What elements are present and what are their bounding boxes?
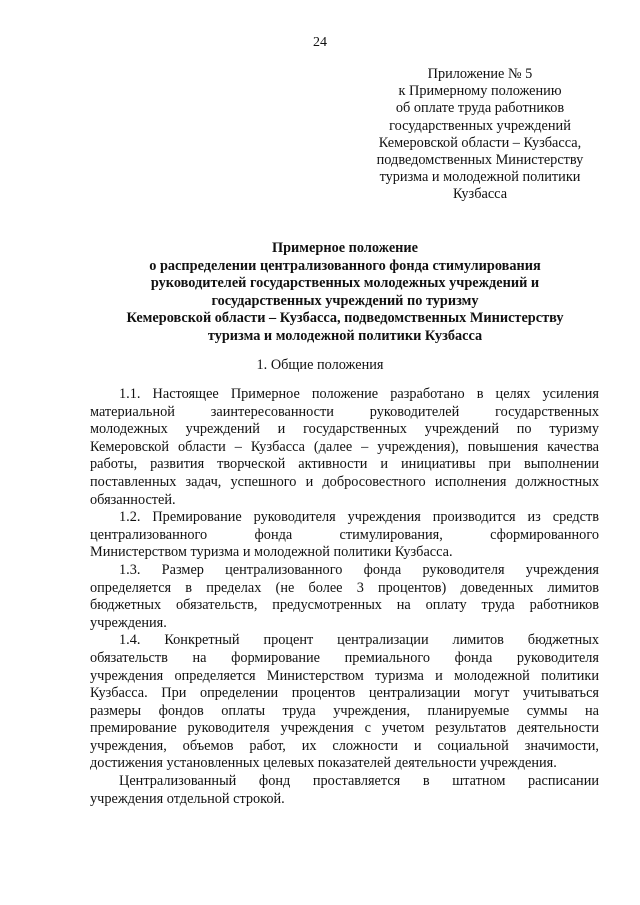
body-text: [90, 386, 599, 808]
text-line: учреждения определяется Министерством туризма и молодежной политики: [90, 667, 599, 684]
appendix-line: Кемеровской области – Кузбасса,: [378, 134, 582, 151]
text-line: учреждения.: [90, 614, 167, 631]
appendix-line: государственных учреждений: [389, 117, 571, 134]
paragraph-centralized-fund: [90, 773, 599, 808]
text-line: Кузбасса. При определении процентов централизации могут учитываться: [90, 685, 599, 702]
appendix-block: [360, 66, 600, 204]
text-line: 1.4. Конкретный процент централизации лимитов бюджетных: [119, 632, 599, 649]
paragraph-1-3: [90, 562, 599, 632]
paragraph-1-1: [90, 386, 599, 509]
text-line: учреждения, объемов работ, их сложности и социальной значимости,: [90, 737, 599, 754]
title-line: о распределении централизованного фонда стимулирования: [149, 257, 541, 274]
appendix-line: туризма и молодежной политики: [379, 169, 581, 186]
text-line: бюджетных обязательств, предусмотренных на оплату труда работников: [90, 597, 599, 614]
text-line: премирование руководителя учреждения с учетом результатов деятельности: [90, 720, 599, 737]
text-line: 1.2. Премирование руководителя учреждения производится из средств: [119, 509, 599, 526]
text-line: обязательств на формирование премиального фонда руководителя: [90, 649, 599, 666]
text-line: материальной заинтересованности руководителей государственных: [90, 403, 599, 420]
text-line: определяется в пределах (не более 3 процентов) доведенных лимитов: [90, 579, 599, 596]
appendix-line: подведомственных Министерству: [376, 152, 584, 169]
text-line: Кемеровской области – Кузбасса (далее – учреждения), повышения качества: [90, 438, 599, 455]
page-number: 24: [313, 35, 327, 50]
appendix-line: Приложение № 5: [427, 66, 533, 82]
appendix-line: к Примерному положению: [398, 83, 562, 100]
text-line: Централизованный фонд проставляется в штатном расписании: [119, 773, 599, 790]
text-line: работы, развития творческой активности и инициативы при выполнении: [90, 456, 599, 473]
text-line: Министерством туризма и молодежной политики Кузбасса.: [90, 544, 453, 561]
title-line: Кемеровской области – Кузбасса, подведомственных Министерству: [126, 310, 564, 327]
text-line: 1.3. Размер централизованного фонда руководителя учреждения: [119, 561, 599, 578]
title-line: Примерное положение: [271, 240, 418, 256]
title-line: туризма и молодежной политики Кузбасса: [207, 327, 483, 344]
appendix-line: об оплате труда работников: [395, 100, 565, 117]
text-line: молодежных учреждений и государственных учреждений по туризму: [90, 421, 599, 438]
text-line: достижения установленных целевых показателей деятельности учреждения.: [90, 755, 557, 772]
title-line: руководителей государственных молодежных учреждений и: [150, 275, 540, 292]
text-line: централизованного фонда стимулирования, сформированного: [90, 526, 599, 543]
title-line: государственных учреждений по туризму: [211, 292, 479, 309]
appendix-line: Кузбасса: [452, 186, 508, 203]
section-heading: 1. Общие положения: [256, 357, 384, 373]
text-line: 1.1. Настоящее Примерное положение разработано в целях усиления: [119, 386, 599, 402]
paragraph-1-2: [90, 509, 599, 562]
text-line: поставленных задач, успешного и добросовестного исполнения должностных: [90, 473, 599, 490]
paragraph-1-4: [90, 632, 599, 773]
text-line: учреждения отдельной строкой.: [90, 790, 285, 807]
text-line: размеры фондов оплаты труда учреждения, планируемые суммы на: [90, 702, 599, 719]
text-line: обязанностей.: [90, 491, 176, 508]
document-title: [90, 240, 600, 346]
